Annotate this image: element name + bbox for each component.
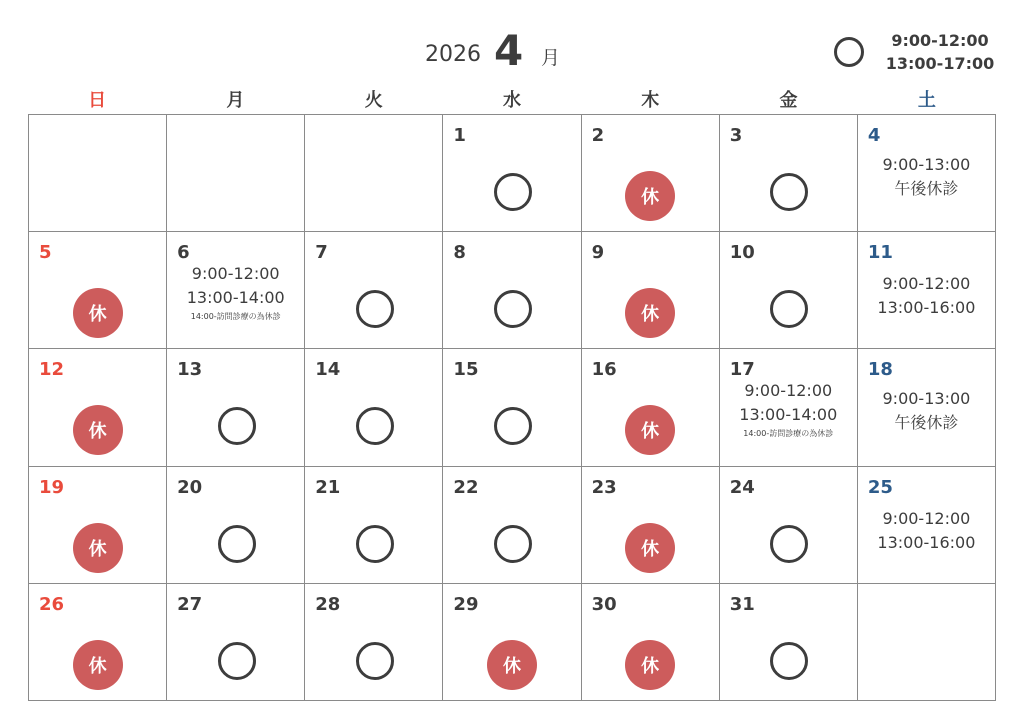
hours-line: 午後休診: [894, 179, 959, 198]
hours-line: 13:00-14:00: [739, 405, 838, 425]
day-number: 6: [177, 242, 190, 264]
closed-badge: 休: [625, 288, 675, 338]
day-cell: [167, 349, 305, 466]
day-hours: [858, 387, 995, 435]
circle-open-icon: [494, 407, 532, 445]
day-cell: [167, 467, 305, 584]
day-cell: [858, 467, 996, 584]
day-number: 19: [39, 476, 65, 498]
day-cell: [858, 115, 996, 232]
hours-note: 14:00-訪問診療の為休診: [743, 429, 834, 439]
calendar-header: [0, 0, 1024, 90]
day-cell: [582, 115, 720, 232]
empty-day-cell: [305, 115, 443, 232]
day-number: 16: [591, 359, 617, 381]
hours-line: 9:00-12:00: [882, 508, 971, 528]
closed-badge: 休: [487, 640, 537, 690]
closed-badge: 休: [73, 523, 123, 573]
hours-line: 午後休診: [894, 413, 959, 433]
closed-badge: 休: [73, 640, 123, 690]
day-number: 21: [315, 476, 341, 498]
day-number: 4: [867, 125, 881, 146]
circle-open-icon: [494, 173, 532, 211]
day-cell: [443, 349, 581, 466]
circle-open-icon: [770, 290, 808, 328]
day-number: 3: [729, 125, 743, 146]
day-number: 20: [177, 476, 203, 498]
day-number: 13: [177, 359, 203, 381]
closed-badge: 休: [625, 640, 675, 690]
hours-line: 9:00-13:00: [882, 389, 971, 409]
day-number: 2: [591, 125, 605, 146]
day-number: 1: [453, 125, 466, 146]
day-number: 15: [453, 359, 479, 381]
day-cell: [305, 349, 443, 466]
day-cell: [720, 467, 858, 584]
day-number: 5: [39, 242, 52, 264]
circle-open-icon: [834, 37, 864, 67]
day-cell: [443, 467, 581, 584]
day-number: 22: [453, 476, 479, 498]
circle-open-icon: [356, 407, 394, 445]
day-cell: [305, 467, 443, 584]
day-cell: [858, 232, 996, 349]
day-number: 17: [729, 359, 755, 381]
day-cell: [858, 349, 996, 466]
day-hours: [858, 272, 995, 320]
day-number: 14: [315, 359, 341, 381]
year-label: 2026: [425, 42, 481, 67]
circle-open-icon: [356, 290, 394, 328]
hours-note: 14:00-訪問診療の為休診: [190, 312, 281, 322]
circle-open-icon: [356, 642, 394, 680]
day-cell: [29, 467, 167, 584]
day-number: 9: [591, 242, 605, 264]
day-cell: [29, 232, 167, 349]
weekday-label: 日: [88, 90, 107, 111]
day-cell: [582, 584, 720, 701]
circle-open-icon: [218, 525, 256, 563]
day-number: 11: [867, 242, 893, 264]
day-number: 18: [867, 359, 893, 381]
legend-hours-afternoon: 13:00-17:00: [885, 54, 995, 73]
day-cell: [720, 232, 858, 349]
day-number: 29: [453, 593, 479, 615]
day-cell: [167, 232, 305, 349]
closed-badge: 休: [73, 405, 123, 455]
day-number: 31: [729, 593, 755, 615]
day-number: 10: [729, 242, 755, 264]
weekday-label: 月: [226, 90, 245, 111]
weekday-label: 木: [641, 90, 660, 111]
day-cell: [167, 584, 305, 701]
empty-day-cell: [858, 584, 996, 701]
day-cell: [305, 584, 443, 701]
weekday-header-row: [28, 86, 996, 112]
day-number: 12: [39, 359, 65, 381]
circle-open-icon: [218, 642, 256, 680]
day-hours: [858, 507, 995, 555]
day-cell: [720, 349, 858, 466]
hours-line: 9:00-12:00: [882, 274, 971, 294]
hours-line: 9:00-12:00: [191, 264, 280, 284]
circle-open-icon: [356, 525, 394, 563]
closed-badge: 休: [73, 288, 123, 338]
day-number: 28: [315, 593, 341, 615]
day-cell: [582, 232, 720, 349]
hours-line: 13:00-14:00: [186, 288, 285, 308]
day-number: 30: [591, 593, 617, 615]
closed-badge: 休: [625, 405, 675, 455]
day-cell: [582, 349, 720, 466]
hours-line: 9:00-12:00: [744, 381, 833, 401]
closed-badge: 休: [625, 171, 675, 221]
weekday-label: 水: [502, 90, 521, 111]
hours-line: 9:00-13:00: [882, 155, 971, 174]
circle-open-icon: [770, 525, 808, 563]
circle-open-icon: [494, 525, 532, 563]
day-cell: [443, 232, 581, 349]
day-cell: [29, 349, 167, 466]
circle-open-icon: [770, 642, 808, 680]
circle-open-icon: [770, 173, 808, 211]
day-number: 26: [39, 593, 65, 615]
day-cell: [720, 584, 858, 701]
legend-hours-morning: 9:00-12:00: [891, 31, 989, 50]
weekday-label: 土: [917, 90, 936, 111]
day-number: 25: [867, 476, 893, 498]
day-number: 8: [453, 242, 466, 264]
month-number: 4: [494, 26, 524, 75]
hours-line: 13:00-16:00: [877, 298, 976, 318]
day-number: 27: [177, 593, 203, 615]
day-hours: [720, 379, 857, 441]
legend-hours: [870, 29, 1010, 75]
day-hours: [167, 262, 304, 324]
circle-open-icon: [494, 290, 532, 328]
day-cell: [443, 584, 581, 701]
day-number: 7: [315, 242, 328, 264]
day-number: 24: [729, 476, 755, 498]
weekday-label: 火: [364, 90, 383, 111]
day-cell: [720, 115, 858, 232]
hours-line: 13:00-16:00: [877, 532, 976, 552]
day-hours: [858, 153, 995, 201]
day-cell: [29, 584, 167, 701]
day-number: 23: [591, 476, 617, 498]
weekday-label: 金: [779, 90, 798, 111]
empty-day-cell: [29, 115, 167, 232]
closed-badge: 休: [625, 523, 675, 573]
day-cell: [443, 115, 581, 232]
circle-open-icon: [218, 407, 256, 445]
empty-day-cell: [167, 115, 305, 232]
day-cell: [582, 467, 720, 584]
day-cell: [305, 232, 443, 349]
calendar-grid: [28, 114, 996, 701]
month-kanji-label: 月: [541, 47, 561, 69]
